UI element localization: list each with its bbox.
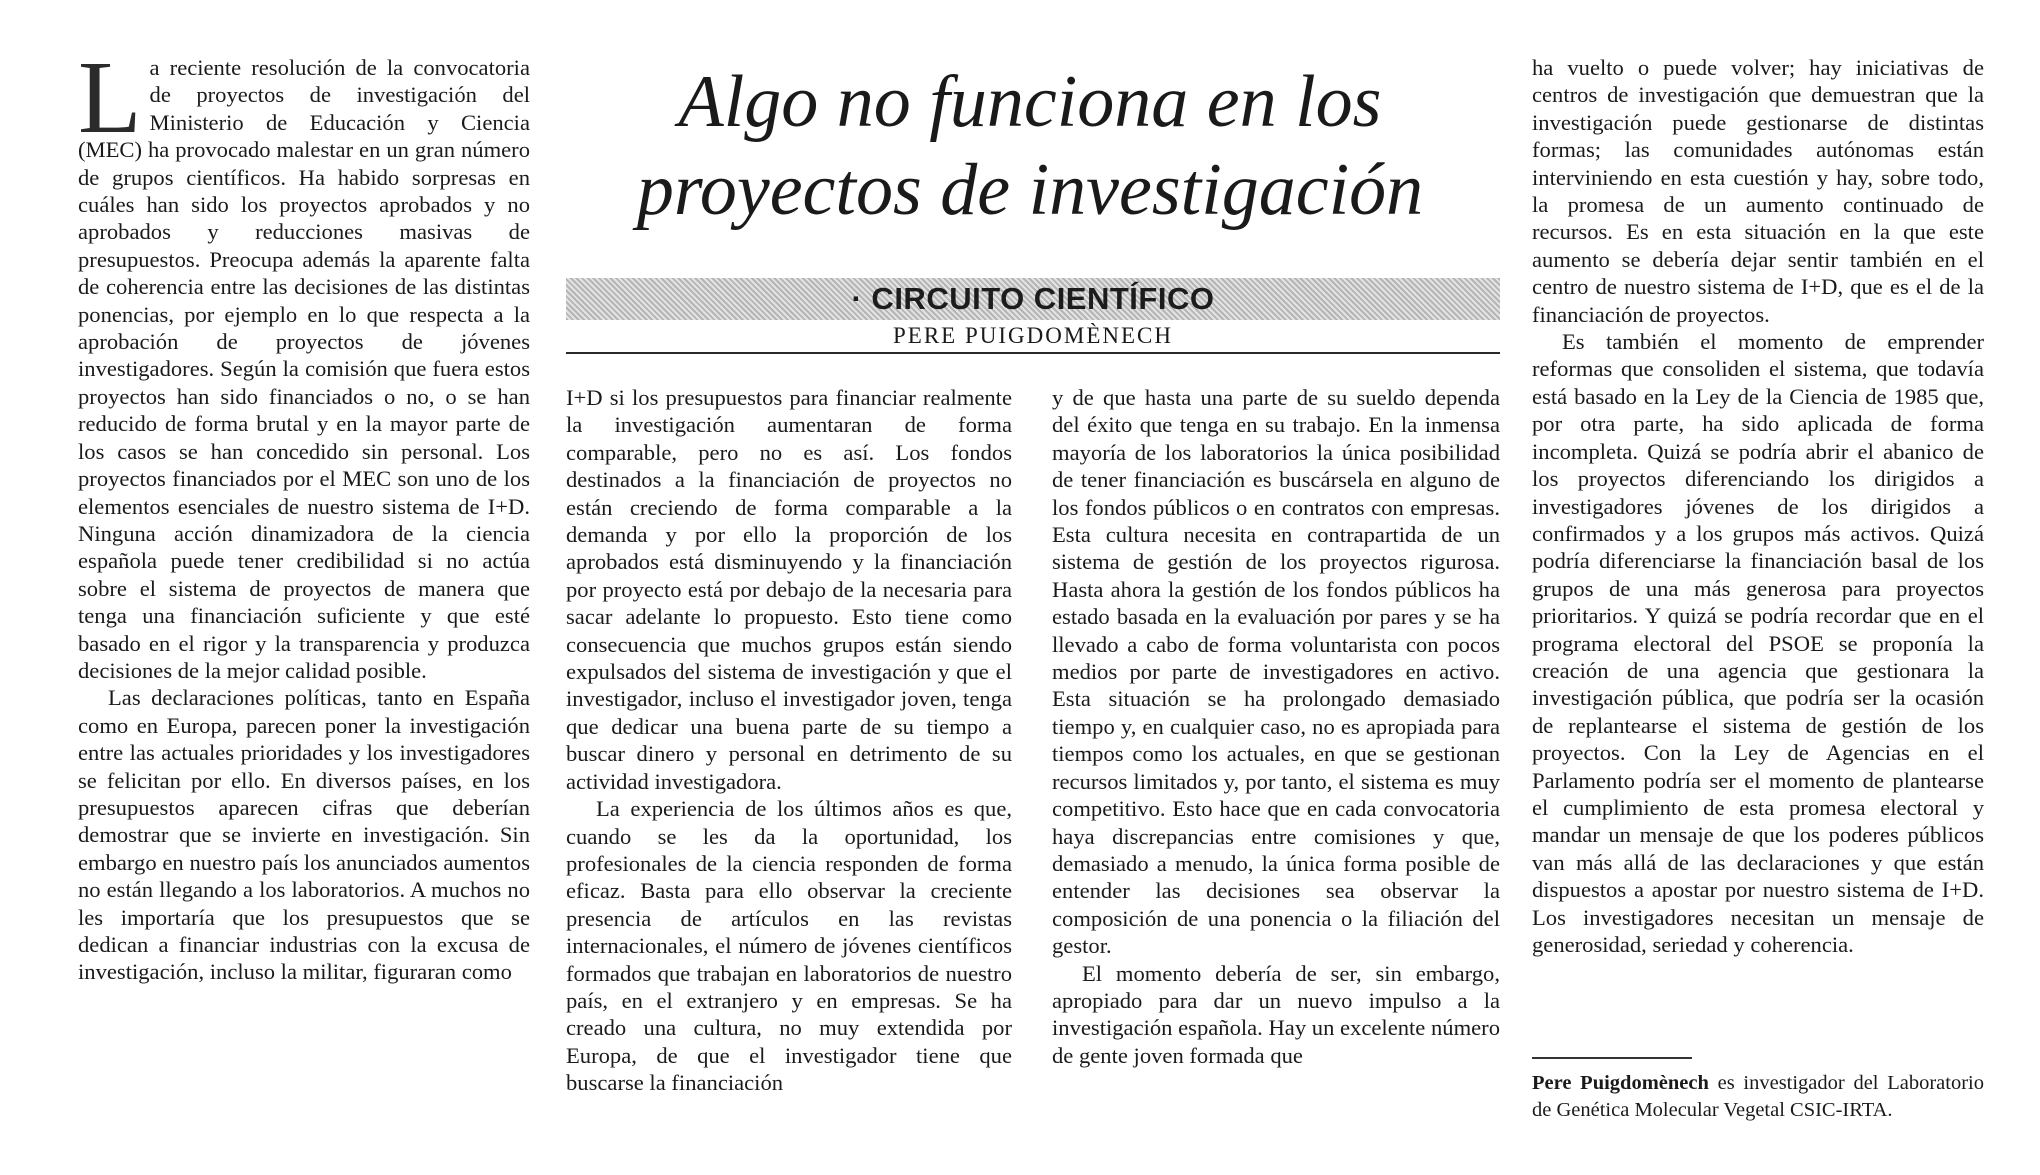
- paragraph-4: La experiencia de los últimos años es que, cuando se les da la oportunidad, los profesionales de la ciencia responden de forma eficaz. Basta para ello observar la creciente presencia de artículos en las revistas internacionales, el número de jóvenes científicos formados que trabajan en laboratorios de nuestro país, en el extranjero y en empresas. Se ha creado una cultura, no muy extendida por Europa, de que el investigador tiene que buscarse la financiación: [566, 796, 1012, 1096]
- column-1: [78, 40, 530, 986]
- paragraph-8: Es también el momento de emprender reformas que consoliden el sistema, que todavía está basado en la Ley de la Ciencia de 1985 que, por otra parte, ha sido aplicada de forma incompleta. Quizá se podría abrir el abanico de los proyectos diferenciando los dirigidos a investigadores jóvenes de los dirigidos a confirmados y a los grupos más activos. Quizá podría diferenciarse la financiación basal de los grupos de una más generosa para proyectos prioritarios. Y quizá se podría recordar que en el programa electoral del PSOE se proponía la creación de una agencia que gestionara la investigación pública, que podría ser la ocasión de replantearse el sistema de gestión de los proyectos. Con la Ley de Agencias en el Parlamento podría ser el momento de plantearse el cumplimiento de esta promesa electoral y mandar un mensaje de que los poderes públicos van más allá de las declaraciones y que están dispuestos a apostar por nuestro sistema de I+D. Los investigadores necesitan un mensaje de generosidad, seriedad y coherencia.: [1532, 329, 1984, 957]
- paragraph-5: y de que hasta una parte de su sueldo dependa del éxito que tenga en su trabajo. En la inmensa mayoría de los laboratorios la única posibilidad de tener financiación es buscársela en alguno de los fondos públicos o en contratos con empresas. Esta cultura necesita en contrapartida de un sistema de gestión de los proyectos rigurosa. Hasta ahora la gestión de los fondos públicos ha estado basada en la evaluación por pares y se ha llevado a cabo de forma voluntarista con pocos medios por parte de investigadores en activo. Esta situación se ha prolongado demasiado tiempo y, en cualquier caso, no es apropiada para tiempos como los actuales, en que se gestionan recursos limitados y, por tanto, el sistema es muy competitivo. Esto hace que en cada convocatoria haya discrepancias entre comisiones y que, demasiado a menudo, la única forma posible de entender las decisiones sea observar la composición de una ponencia o la filiación del gestor.: [1052, 385, 1500, 959]
- byline: PERE PUIGDOMÈNECH: [893, 323, 1173, 348]
- paragraph-6: El momento debería de ser, sin embargo, apropiado para dar un nuevo impulso a la investigación española. Hay un excelente número de gente joven formada que: [1052, 960, 1500, 1068]
- author-description: es investigador del Laboratorio de Genética Molecular Vegetal CSIC-IRTA.: [1532, 1072, 1984, 1121]
- headline-line-2: proyectos de investigación: [636, 149, 1424, 231]
- paragraph-2: Las declaraciones políticas, tanto en España como en Europa, parecen poner la investigación entre las actuales prioridades y los investigadores se felicitan por ello. En diversos países, en los presupuestos aparecen cifras que deberían demostrar que se invierte en investigación. Sin embargo en nuestro país los anunciados aumentos no están llegando a los laboratorios. A muchos no les importaría que los presupuestos que se dedican a financiar industrias con la excusa de investigación, incluso la militar, figuraran como: [78, 685, 530, 985]
- author-name: Pere Puigdomènech: [1532, 1072, 1709, 1094]
- author-bio: [1532, 1070, 1984, 1124]
- bio-divider: [1532, 1057, 1692, 1059]
- byline-divider: [566, 352, 1500, 354]
- paragraph-3: I+D si los presupuestos para financiar realmente la investigación aumentaran de forma comparable, pero no es así. Los fondos destinados a la financiación de proyectos no están creciendo de forma comparable a la demanda y por ello la proporción de los aprobados está disminuyendo y la financiación por proyecto está por debajo de la necesaria para sacar adelante lo propuesto. Esto tiene como consecuencia que muchos grupos están siendo expulsados del sistema de investigación y que el investigador, incluso el investigador joven, tenga que dedicar una buena parte de su tiempo a buscar dinero y personal en detrimento de su actividad investigadora.: [566, 385, 1012, 794]
- headline-line-1: Algo no funciona en los: [678, 61, 1382, 143]
- column-4: [1532, 54, 1984, 958]
- section-label: · CIRCUITO CIENTÍFICO: [851, 281, 1215, 316]
- section-banner: [566, 278, 1500, 320]
- paragraph-1: a reciente resolución de la convocatoria de proyectos de investigación del Ministerio de Educación y Ciencia (MEC) ha provocado malestar en un gran número de grupos científicos. Ha habido sorpresas en cuáles han sido los proyectos aprobados y no aprobados y reducciones masivas de presupuestos. Preocupa además la aparente falta de coherencia entre las decisiones de las distintas ponencias, por ejemplo en lo que respecta a la aprobación de proyectos de jóvenes investigadores. Según la comisión que fuera estos proyectos han sido financiados o no, o se han reducido de forma brutal y en la mayor parte de los casos se han concedido sin personal. Los proyectos financiados por el MEC son uno de los elementos esenciales de nuestro sistema de I+D. Ninguna acción dinamizadora de la ciencia española puede tener credibilidad si no actúa sobre el sistema de proyectos de manera que tenga una financiación suficiente y que esté basado en el rigor y la transparencia y produzca decisiones de la mejor calidad posible.: [78, 55, 530, 683]
- column-2: [566, 384, 1012, 1097]
- headline: [600, 58, 1460, 234]
- paragraph-7: ha vuelto o puede volver; hay iniciativas de centros de investigación que demuestran que la investigación puede gestionarse de distintas formas; las comunidades autónomas están interviniendo en esta cuestión y hay, sobre todo, la promesa de un aumento continuado de recursos. Es en esta situación en la que este aumento se debería dejar sentir también en el centro de nuestro sistema de I+D, que es el de la financiación de proyectos.: [1532, 55, 1984, 327]
- column-3: [1052, 384, 1500, 1069]
- drop-cap: L: [78, 40, 142, 155]
